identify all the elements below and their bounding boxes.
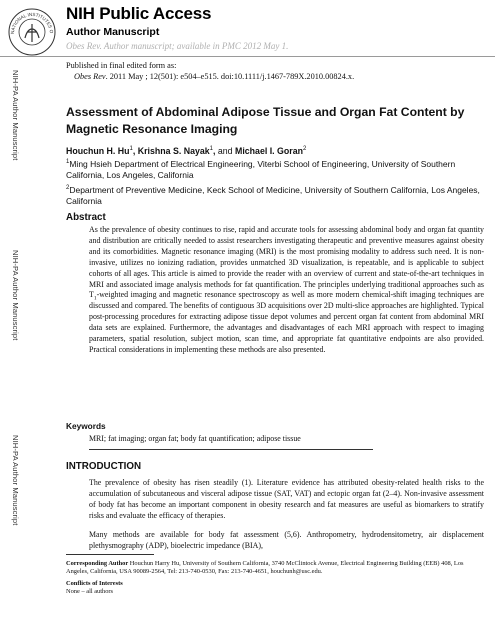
nih-seal-logo [6, 4, 58, 56]
published-line: Published in final edited form as: [66, 61, 177, 70]
affiliation-mark: 2 [66, 185, 70, 191]
corresponding-author-note [66, 560, 486, 577]
introduction-paragraph: The prevalence of obesity has risen steadily (1). Literature evidence has attributed obesity-related health risks to the accumulation of subcutaneous and visceral adipose tissue (SAT, VAT) and ectopic organ fat (2–4). Non-invasive assessment of body fat has become an important component in obesity research and fat measures are useful as biomarkers to stratify risks and evaluate the efficacy of therapies. [89, 478, 484, 520]
footnote-label: Corresponding Author [66, 560, 129, 567]
footnote-text: Houchun Harry Hu, University of Southern California, 3740 McClintock Avenue, Electrical Engineering Building (EEB) 408, Los Angeles, California, USA 90089-2564, Tel: 213-740-0530, Fax: 213-740-4651, houchunh@usc.edu. [66, 560, 464, 576]
header-subtitle: Author Manuscript [66, 26, 160, 38]
header-divider [0, 56, 495, 57]
citation [74, 72, 354, 81]
side-stamp: NIH-PA Author Manuscript [11, 435, 20, 526]
paper-title: Assessment of Abdominal Adipose Tissue and Organ Fat Content by Magnetic Resonance Imaging [66, 105, 465, 136]
conflicts-note [66, 580, 123, 597]
side-stamp: NIH-PA Author Manuscript [11, 250, 20, 341]
seal-text: NATIONAL INSTITUTES O [9, 11, 55, 35]
abstract-body [89, 225, 484, 356]
affiliation [66, 183, 486, 208]
abstract-text-part: -weighted imaging and magnetic resonance spectroscopy as well as more modern chemical-shift imaging techniques are discussed and compared. The benefits of contiguous 3D acquisitions over 2D multi-slice approaches are highlighted. Typical post-processing procedures for extracting adipose tissue depot volumes and percent organ fat content from abdominal MRI data sets are explained. Furthermore, the advantages and disadvantages of each MRI approach with respect to imaging parameters, spatial resolution, subject motion, scan time, and appropriate fat quantitative endpoints are also provided. Practical considerations in implementing these methods are also presented. [89, 290, 484, 354]
introduction-heading: INTRODUCTION [66, 461, 142, 472]
author-affiliation-mark: 1 [209, 146, 213, 153]
subscript: 1 [93, 296, 97, 303]
footnote-text: None – all authors [66, 588, 114, 596]
author-list: Houchun H. Hu$^1$, Krishna S. Nayak$^1$, and Michael I. Goran$^2$ [66, 146, 307, 156]
abstract-heading: Abstract [66, 212, 106, 223]
author-affiliation-mark: 1 [129, 146, 133, 153]
author-conjunction: and [217, 146, 233, 156]
author-affiliation-mark: 2 [302, 146, 307, 153]
abstract-text-part: As the prevalence of obesity continues to rise, rapid and accurate tools for assessing abdominal body and organ fat quantity and distribution are critically needed to assist researchers investigating therapeutic and preventive measures against obesity and its comorbidities. Magnetic resonance imaging (MRI) is the most promising modality to address such need. It is non-invasive, utilizes no ionizing radiation, provides unmatched 3D visualization, is repeatable, and is applicable to subject cohorts of all ages. This article is aimed to provide the reader with an overview of current and state-of-the-art techniques in MRI and associated image analysis methods for fat quantification. The principles underlying traditional approaches such as T [89, 225, 484, 300]
header-availability-note: Obes Rev. Author manuscript; available in PMC 2012 May 1. [66, 41, 289, 51]
keywords-divider [89, 449, 373, 450]
author-name: Krishna S. Nayak [137, 146, 210, 156]
footnote-label: Conflicts of Interests [66, 580, 123, 587]
affiliation-mark: 1 [66, 159, 70, 165]
citation-journal: Obes Rev [74, 72, 106, 81]
affiliation [66, 157, 486, 182]
introduction-paragraph: Many methods are available for body fat assessment (5,6). Anthropometry, hydrodensitometry, air displacement plethysmography (ADP), bioelectric impedance (BIA), [89, 530, 484, 550]
keywords-heading: Keywords [66, 421, 106, 431]
affiliation-text: Ming Hsieh Department of Electrical Engineering, Viterbi School of Engineering, University of Southern California, Los Angeles, California [66, 158, 456, 181]
keywords-list: MRI; fat imaging; organ fat; body fat quantification; adipose tissue [89, 434, 301, 443]
author-name: Michael I. Goran [235, 146, 303, 156]
side-stamp: NIH-PA Author Manuscript [11, 70, 20, 161]
header-title: NIH Public Access [66, 4, 212, 23]
author-name: Houchun H. Hu [66, 146, 130, 156]
affiliation-text: Department of Preventive Medicine, Keck School of Medicine, University of Southern California, Los Angeles, California [66, 184, 480, 207]
citation-details: . 2011 May ; 12(501): e504–e515. doi:10.1111/j.1467-789X.2010.00824.x. [105, 72, 355, 81]
footnote-divider [66, 554, 154, 555]
